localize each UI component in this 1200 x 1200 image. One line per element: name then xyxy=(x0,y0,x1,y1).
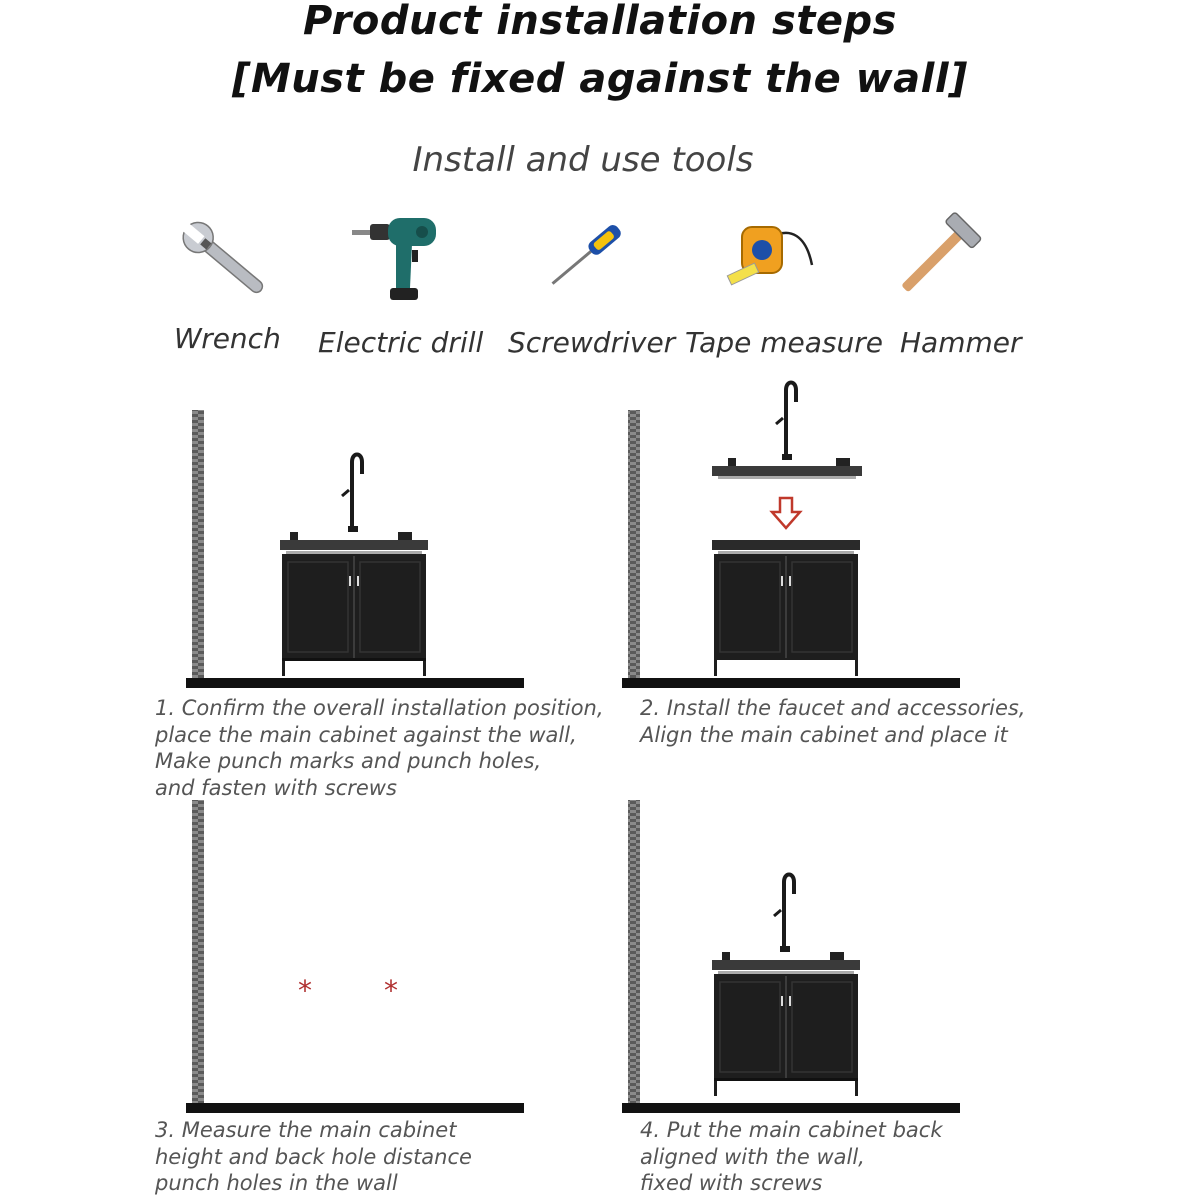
step4-floor xyxy=(622,1103,960,1113)
step4-line: fixed with screws xyxy=(640,1171,823,1195)
tools-subtitle: Install and use tools xyxy=(412,140,754,180)
step1-floor xyxy=(186,678,524,688)
step3-wall xyxy=(192,800,204,1106)
step3-illustration xyxy=(186,800,524,1113)
step4-illustration xyxy=(622,800,960,1113)
tool-label-wrench: Wrench xyxy=(174,322,281,355)
tool-label-electric-drill: Electric drill xyxy=(318,326,484,359)
step1-caption xyxy=(155,695,604,801)
step1-line: place the main cabinet against the wall, xyxy=(155,722,577,747)
tool-label-tape-measure: Tape measure xyxy=(685,326,883,359)
page-title: Product installation steps xyxy=(303,0,897,44)
step4-line: aligned with the wall, xyxy=(640,1144,865,1169)
step1-wall xyxy=(192,410,204,682)
step3-line: height and back hole distance xyxy=(155,1144,472,1169)
tool-label-hammer: Hammer xyxy=(900,326,1022,359)
step2-line: 2. Install the faucet and accessories, xyxy=(640,696,1026,720)
step2-illustration xyxy=(622,383,960,689)
step2-wall xyxy=(628,410,640,682)
step1-line: 1. Confirm the overall installation position, xyxy=(155,696,604,720)
step3-line: 3. Measure the main cabinet xyxy=(155,1118,457,1142)
step2-line: Align the main cabinet and place it xyxy=(640,722,1008,747)
step4-caption xyxy=(640,1117,943,1197)
step4-line: 4. Put the main cabinet back xyxy=(640,1118,943,1142)
step2-caption xyxy=(640,695,1026,748)
step4-wall xyxy=(628,800,640,1106)
step1-line: Make punch marks and punch holes, xyxy=(155,749,542,773)
down-arrow-icon xyxy=(772,498,800,528)
step3-line: punch holes in the wall xyxy=(155,1171,398,1195)
step2-floor xyxy=(622,678,960,688)
step3-caption xyxy=(155,1117,472,1197)
punch-mark-icon: * xyxy=(384,974,398,1007)
step1-line: and fasten with screws xyxy=(155,775,397,800)
tool-label-screwdriver: Screwdriver xyxy=(508,326,676,359)
step3-floor xyxy=(186,1103,524,1113)
step1-illustration xyxy=(186,410,524,688)
punch-mark-icon: * xyxy=(298,974,312,1007)
page-title-note: [Must be fixed against the wall] xyxy=(232,56,968,102)
